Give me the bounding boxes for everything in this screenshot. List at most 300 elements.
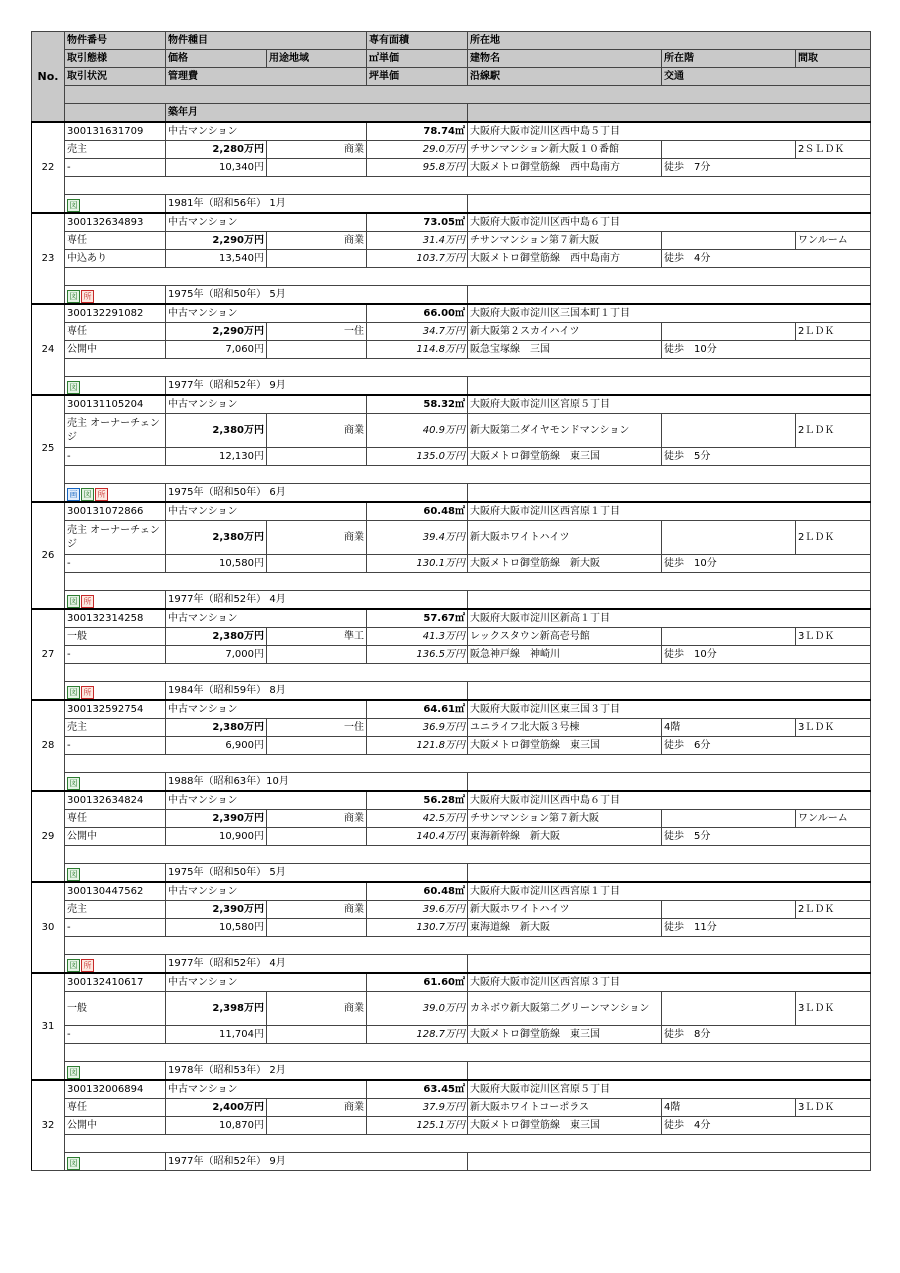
floorplan-icon[interactable]: 図 [67, 1157, 80, 1170]
zoning: 商業 [267, 521, 367, 555]
built-date: 1977年（昭和52年） 4月 [166, 591, 468, 610]
property-number: 300132410617 [65, 973, 166, 992]
header-property-number: 物件番号 [65, 32, 166, 50]
address: 大阪府大阪市淀川区西宮原１丁目 [468, 882, 871, 901]
floorplan-icon[interactable]: 図 [67, 777, 80, 790]
row-number: 23 [32, 213, 65, 304]
property-type: 中古マンション [166, 700, 367, 719]
layout: 3ＬＤＫ [796, 628, 871, 646]
property-number: 300132291082 [65, 304, 166, 323]
blank-row [65, 755, 871, 773]
built-blank [468, 377, 871, 396]
table-row [32, 955, 871, 974]
property-type: 中古マンション [166, 304, 367, 323]
access: 徒歩 11分 [662, 919, 871, 937]
line-station: 東海新幹線 新大阪 [468, 828, 662, 846]
table-row [32, 1153, 871, 1171]
area: 64.61㎡ [367, 700, 468, 719]
table-row [32, 414, 871, 448]
header-floor: 所在階 [662, 50, 796, 68]
area: 56.28㎡ [367, 791, 468, 810]
area: 73.05㎡ [367, 213, 468, 232]
layout: ワンルーム [796, 810, 871, 828]
access: 徒歩 4分 [662, 250, 871, 268]
line-station: 大阪メトロ御堂筋線 西中島南方 [468, 159, 662, 177]
table-row [32, 791, 871, 810]
management-fee: 6,900円 [166, 737, 267, 755]
price: 2,380万円 [166, 414, 267, 448]
built-date: 1988年（昭和63年）10月 [166, 773, 468, 792]
area: 57.67㎡ [367, 609, 468, 628]
table-row [32, 521, 871, 555]
access: 徒歩 4分 [662, 1117, 871, 1135]
table-row [32, 682, 871, 701]
layout: 2ＳＬＤＫ [796, 141, 871, 159]
building-name: ユニライフ北大阪３号棟 [468, 719, 662, 737]
deal-type: 売主 オーナーチェンジ [65, 521, 166, 555]
built-blank [468, 1062, 871, 1081]
table-row [32, 700, 871, 719]
blank-row [65, 1044, 871, 1062]
management-fee: 12,130円 [166, 448, 267, 466]
building-name: 新大阪ホワイトハイツ [468, 521, 662, 555]
row-number: 28 [32, 700, 65, 791]
fee-blank [267, 919, 367, 937]
tsubo-price: 114.8万円 [367, 341, 468, 359]
building-name: チサンマンション新大阪１０番館 [468, 141, 662, 159]
table-row [32, 304, 871, 323]
access: 徒歩 10分 [662, 646, 871, 664]
price: 2,290万円 [166, 323, 267, 341]
management-fee: 10,580円 [166, 555, 267, 573]
access: 徒歩 10分 [662, 341, 871, 359]
property-type: 中古マンション [166, 882, 367, 901]
tsubo-price: 125.1万円 [367, 1117, 468, 1135]
unit-price: 40.9万円 [367, 414, 468, 448]
unit-price: 31.4万円 [367, 232, 468, 250]
table-row [32, 1117, 871, 1135]
row-number: 24 [32, 304, 65, 395]
tsubo-price: 135.0万円 [367, 448, 468, 466]
built-date: 1981年（昭和56年） 1月 [166, 195, 468, 214]
property-type: 中古マンション [166, 213, 367, 232]
price: 2,290万円 [166, 232, 267, 250]
blank-row [65, 268, 871, 286]
location-icon[interactable]: 所 [81, 290, 94, 303]
layout: 2ＬＤＫ [796, 323, 871, 341]
layout: ワンルーム [796, 232, 871, 250]
price: 2,390万円 [166, 901, 267, 919]
built-blank [468, 864, 871, 883]
management-fee: 13,540円 [166, 250, 267, 268]
area: 63.45㎡ [367, 1080, 468, 1099]
built-date: 1975年（昭和50年） 6月 [166, 484, 468, 503]
header-built: 築年月 [166, 104, 468, 123]
icon-cell [65, 864, 166, 883]
unit-price: 29.0万円 [367, 141, 468, 159]
table-row [32, 1135, 871, 1153]
unit-price: 36.9万円 [367, 719, 468, 737]
header-area: 専有面積 [367, 32, 468, 50]
table-row [32, 609, 871, 628]
deal-type: 売主 [65, 141, 166, 159]
tsubo-price: 121.8万円 [367, 737, 468, 755]
built-date: 1975年（昭和50年） 5月 [166, 286, 468, 305]
zoning: 商業 [267, 810, 367, 828]
zoning: 商業 [267, 414, 367, 448]
header-fee: 管理費 [166, 68, 367, 86]
area: 78.74㎡ [367, 122, 468, 141]
property-type: 中古マンション [166, 395, 367, 414]
zoning: 一住 [267, 719, 367, 737]
unit-price: 39.4万円 [367, 521, 468, 555]
row-number: 27 [32, 609, 65, 700]
table-row [32, 502, 871, 521]
management-fee: 11,704円 [166, 1026, 267, 1044]
tsubo-price: 128.7万円 [367, 1026, 468, 1044]
built-blank [468, 484, 871, 503]
table-row [32, 973, 871, 992]
fee-blank [267, 555, 367, 573]
table-row [32, 628, 871, 646]
area: 60.48㎡ [367, 502, 468, 521]
table-row [32, 737, 871, 755]
unit-price: 39.6万円 [367, 901, 468, 919]
header-gap [65, 86, 871, 104]
table-row [32, 466, 871, 484]
building-name: 新大阪第二ダイヤモンドマンション [468, 414, 662, 448]
header-no: No. [32, 32, 65, 123]
deal-type: 一般 [65, 992, 166, 1026]
property-number: 300132634824 [65, 791, 166, 810]
blank-row [65, 359, 871, 377]
table-row [32, 864, 871, 883]
table-row [32, 646, 871, 664]
header-address: 所在地 [468, 32, 871, 50]
line-station: 大阪メトロ御堂筋線 新大阪 [468, 555, 662, 573]
building-name: 新大阪ホワイトハイツ [468, 901, 662, 919]
management-fee: 10,870円 [166, 1117, 267, 1135]
table-row [32, 664, 871, 682]
table-row [32, 919, 871, 937]
unit-price: 37.9万円 [367, 1099, 468, 1117]
table-row [32, 359, 871, 377]
area: 66.00㎡ [367, 304, 468, 323]
header-deal-type: 取引態様 [65, 50, 166, 68]
table-row [32, 937, 871, 955]
built-blank [468, 955, 871, 974]
location-icon[interactable]: 所 [81, 686, 94, 699]
fee-blank [267, 1117, 367, 1135]
floorplan-icon[interactable]: 図 [67, 959, 80, 972]
header-access: 交通 [662, 68, 871, 86]
building-name: チサンマンション第７新大阪 [468, 810, 662, 828]
table-row [32, 810, 871, 828]
fee-blank [267, 448, 367, 466]
location-icon[interactable]: 所 [81, 595, 94, 608]
floor [662, 141, 796, 159]
fee-blank [267, 828, 367, 846]
zoning: 商業 [267, 992, 367, 1026]
built-blank [468, 1153, 871, 1171]
header-price: 価格 [166, 50, 267, 68]
blank-row [65, 1135, 871, 1153]
property-type: 中古マンション [166, 791, 367, 810]
table-row [32, 268, 871, 286]
price: 2,380万円 [166, 628, 267, 646]
zoning: 準工 [267, 628, 367, 646]
price: 2,400万円 [166, 1099, 267, 1117]
layout: 2ＬＤＫ [796, 414, 871, 448]
address: 大阪府大阪市淀川区西中島６丁目 [468, 213, 871, 232]
fee-blank [267, 159, 367, 177]
image-icon[interactable]: 画 [67, 488, 80, 501]
built-blank [468, 773, 871, 792]
address: 大阪府大阪市淀川区宮原５丁目 [468, 1080, 871, 1099]
header-blank-right [468, 104, 871, 123]
table-row [32, 719, 871, 737]
location-icon[interactable]: 所 [81, 959, 94, 972]
management-fee: 7,000円 [166, 646, 267, 664]
built-date: 1978年（昭和53年） 2月 [166, 1062, 468, 1081]
area: 60.48㎡ [367, 882, 468, 901]
address: 大阪府大阪市淀川区西中島６丁目 [468, 791, 871, 810]
status: - [65, 919, 166, 937]
table-row [32, 573, 871, 591]
floor [662, 628, 796, 646]
status: - [65, 448, 166, 466]
row-number: 25 [32, 395, 65, 502]
access: 徒歩 8分 [662, 1026, 871, 1044]
built-date: 1984年（昭和59年） 8月 [166, 682, 468, 701]
building-name: 新大阪ホワイトコーポラス [468, 1099, 662, 1117]
floor [662, 521, 796, 555]
deal-type: 専任 [65, 232, 166, 250]
floor [662, 232, 796, 250]
property-type: 中古マンション [166, 122, 367, 141]
tsubo-price: 103.7万円 [367, 250, 468, 268]
tsubo-price: 130.7万円 [367, 919, 468, 937]
floor: 4階 [662, 1099, 796, 1117]
address: 大阪府大阪市淀川区三国本町１丁目 [468, 304, 871, 323]
deal-type: 売主 [65, 719, 166, 737]
table-row [32, 122, 871, 141]
floorplan-icon[interactable]: 図 [67, 1066, 80, 1079]
floorplan-icon[interactable]: 図 [67, 868, 80, 881]
property-type: 中古マンション [166, 502, 367, 521]
price: 2,398万円 [166, 992, 267, 1026]
property-type: 中古マンション [166, 609, 367, 628]
address: 大阪府大阪市淀川区西宮原３丁目 [468, 973, 871, 992]
price: 2,380万円 [166, 719, 267, 737]
row-number: 32 [32, 1080, 65, 1171]
property-number: 300132634893 [65, 213, 166, 232]
table-row [32, 1044, 871, 1062]
floorplan-icon[interactable]: 図 [81, 488, 94, 501]
icon-cell [65, 1153, 166, 1171]
property-number: 300132314258 [65, 609, 166, 628]
unit-price: 39.0万円 [367, 992, 468, 1026]
deal-type: 専任 [65, 810, 166, 828]
access: 徒歩 7分 [662, 159, 871, 177]
header-building: 建物名 [468, 50, 662, 68]
built-date: 1975年（昭和50年） 5月 [166, 864, 468, 883]
unit-price: 34.7万円 [367, 323, 468, 341]
property-number: 300131631709 [65, 122, 166, 141]
built-blank [468, 591, 871, 610]
table-row [32, 1099, 871, 1117]
floor [662, 810, 796, 828]
blank-row [65, 466, 871, 484]
table-row [32, 591, 871, 610]
access: 徒歩 6分 [662, 737, 871, 755]
floor [662, 901, 796, 919]
tsubo-price: 130.1万円 [367, 555, 468, 573]
unit-price: 42.5万円 [367, 810, 468, 828]
management-fee: 10,340円 [166, 159, 267, 177]
fee-blank [267, 646, 367, 664]
table-row [32, 846, 871, 864]
floor [662, 323, 796, 341]
floorplan-icon[interactable]: 図 [67, 595, 80, 608]
table-row [32, 177, 871, 195]
price: 2,280万円 [166, 141, 267, 159]
icon-cell [65, 484, 166, 503]
table-row [32, 286, 871, 305]
table-row [32, 341, 871, 359]
header-unit-price: ㎡単価 [367, 50, 468, 68]
built-blank [468, 682, 871, 701]
floorplan-icon[interactable]: 図 [67, 686, 80, 699]
table-row [32, 141, 871, 159]
access: 徒歩 5分 [662, 448, 871, 466]
address: 大阪府大阪市淀川区新高１丁目 [468, 609, 871, 628]
table-row [32, 195, 871, 214]
line-station: 東海道線 新大阪 [468, 919, 662, 937]
area: 61.60㎡ [367, 973, 468, 992]
header-layout: 間取 [796, 50, 871, 68]
icon-cell [65, 286, 166, 305]
row-number: 29 [32, 791, 65, 882]
icon-cell [65, 682, 166, 701]
tsubo-price: 95.8万円 [367, 159, 468, 177]
status: 中込あり [65, 250, 166, 268]
area: 58.32㎡ [367, 395, 468, 414]
deal-type: 専任 [65, 1099, 166, 1117]
zoning: 商業 [267, 141, 367, 159]
management-fee: 10,580円 [166, 919, 267, 937]
table-row [32, 213, 871, 232]
floor [662, 992, 796, 1026]
location-icon[interactable]: 所 [95, 488, 108, 501]
header-property-type: 物件種目 [166, 32, 367, 50]
building-name: チサンマンション第７新大阪 [468, 232, 662, 250]
building-name: レックスタウン新高壱号館 [468, 628, 662, 646]
table-row [32, 1062, 871, 1081]
header-line: 沿線駅 [468, 68, 662, 86]
row-number: 30 [32, 882, 65, 973]
status: - [65, 159, 166, 177]
icon-cell [65, 1062, 166, 1081]
header-zoning: 用途地域 [267, 50, 367, 68]
deal-type: 売主 [65, 901, 166, 919]
table-row [32, 250, 871, 268]
table-row [32, 159, 871, 177]
deal-type: 一般 [65, 628, 166, 646]
fee-blank [267, 737, 367, 755]
property-table [31, 31, 871, 1171]
status: 公開中 [65, 1117, 166, 1135]
layout: 3ＬＤＫ [796, 992, 871, 1026]
blank-row [65, 937, 871, 955]
blank-row [65, 846, 871, 864]
property-number: 300131105204 [65, 395, 166, 414]
built-blank [468, 286, 871, 305]
line-station: 大阪メトロ御堂筋線 東三国 [468, 1026, 662, 1044]
building-name: 新大阪第２スカイハイツ [468, 323, 662, 341]
address: 大阪府大阪市淀川区宮原５丁目 [468, 395, 871, 414]
property-number: 300131072866 [65, 502, 166, 521]
table-row [32, 901, 871, 919]
access: 徒歩 5分 [662, 828, 871, 846]
property-number: 300132006894 [65, 1080, 166, 1099]
table-row [32, 1026, 871, 1044]
tsubo-price: 136.5万円 [367, 646, 468, 664]
header-blank [65, 104, 166, 123]
floorplan-icon[interactable]: 図 [67, 381, 80, 394]
status: 公開中 [65, 828, 166, 846]
layout: 3ＬＤＫ [796, 719, 871, 737]
zoning: 商業 [267, 1099, 367, 1117]
table-row [32, 395, 871, 414]
table-row [32, 882, 871, 901]
layout: 3ＬＤＫ [796, 1099, 871, 1117]
deal-type: 売主 オーナーチェンジ [65, 414, 166, 448]
table-row [32, 755, 871, 773]
blank-row [65, 573, 871, 591]
table-row [32, 555, 871, 573]
row-number: 22 [32, 122, 65, 213]
property-type: 中古マンション [166, 973, 367, 992]
table-row [32, 232, 871, 250]
status: - [65, 555, 166, 573]
status: - [65, 737, 166, 755]
table-row [32, 773, 871, 792]
layout: 2ＬＤＫ [796, 901, 871, 919]
icon-cell [65, 773, 166, 792]
icon-cell [65, 591, 166, 610]
floorplan-icon[interactable]: 図 [67, 290, 80, 303]
built-date: 1977年（昭和52年） 4月 [166, 955, 468, 974]
line-station: 大阪メトロ御堂筋線 東三国 [468, 737, 662, 755]
floor: 4階 [662, 719, 796, 737]
row-number: 31 [32, 973, 65, 1080]
line-station: 阪急宝塚線 三国 [468, 341, 662, 359]
access: 徒歩 10分 [662, 555, 871, 573]
icon-cell [65, 195, 166, 214]
table-row [32, 323, 871, 341]
icon-cell [65, 955, 166, 974]
floorplan-icon[interactable]: 図 [67, 199, 80, 212]
table-row [32, 448, 871, 466]
fee-blank [267, 1026, 367, 1044]
address: 大阪府大阪市淀川区西中島５丁目 [468, 122, 871, 141]
blank-row [65, 177, 871, 195]
zoning: 一住 [267, 323, 367, 341]
zoning: 商業 [267, 232, 367, 250]
address: 大阪府大阪市淀川区西宮原１丁目 [468, 502, 871, 521]
table-row [32, 484, 871, 503]
